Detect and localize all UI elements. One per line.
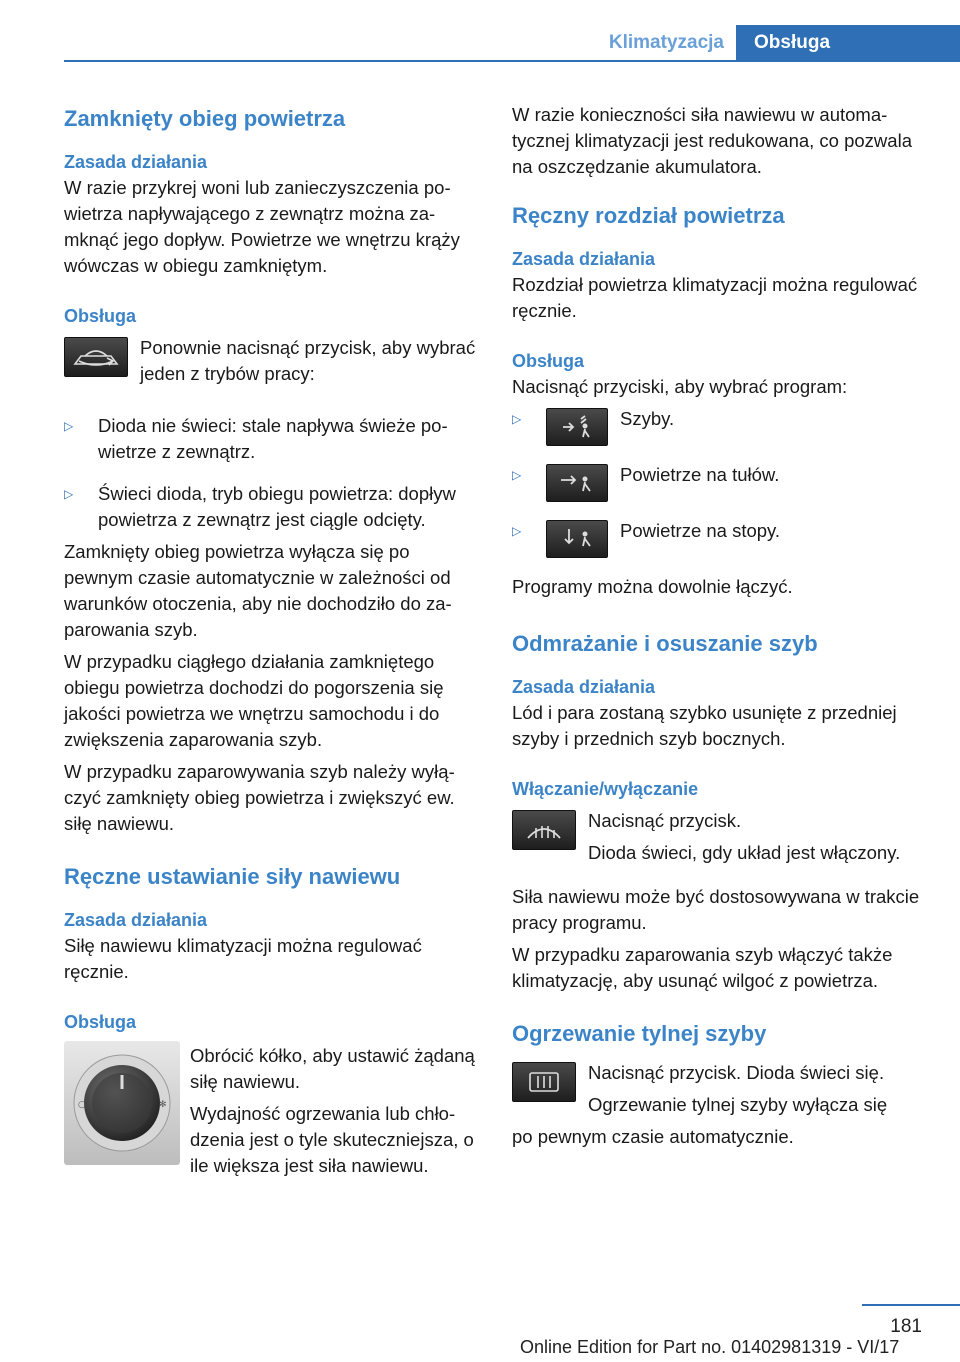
- triangle-bullet-icon: ▷: [64, 487, 74, 501]
- subheading-principle: Zasada działania: [64, 152, 208, 172]
- right-column: [512, 102, 928, 1156]
- list-item-text: Powietrze na tułów.: [620, 464, 780, 485]
- rear-window-instruction: [512, 1060, 928, 1124]
- paragraph: Lód i para zostaną szybko usunięte z przedniej szyby i przednich szyb bocznych.: [512, 702, 897, 749]
- triangle-bullet-icon: ▷: [512, 412, 522, 426]
- section-title-rear-window-heating: Ogrzewanie tylnej szyby: [512, 1021, 767, 1046]
- subheading-operation: Obsługa: [64, 306, 137, 326]
- subheading-on-off: Włączanie/wyłączanie: [512, 779, 699, 799]
- defrost-instruction: [512, 808, 928, 872]
- footer-rule: [862, 1304, 960, 1306]
- list-item-text: Szyby.: [620, 408, 675, 429]
- list-item-text: Powietrze na stopy.: [620, 520, 781, 541]
- list-item: [64, 413, 480, 465]
- triangle-bullet-icon: ▷: [512, 468, 522, 482]
- fan-knob-instruction: [64, 1041, 480, 1185]
- triangle-bullet-icon: ▷: [64, 419, 74, 433]
- instruction-text: Dioda świeci, gdy układ jest włączony.: [588, 842, 901, 863]
- instruction-text: Ponownie nacisnąć przycisk, aby wybrać jeden z trybów pracy:: [140, 337, 476, 384]
- defrost-icon: [512, 810, 576, 850]
- list-item-text: Dioda nie świeci: stale napływa świeże powietrze z zewnątrz.: [98, 415, 448, 462]
- left-column: [64, 95, 480, 1191]
- instruction-text: Wydajność ogrzewania lub chłodzenia jest o tyle skuteczniejsza, o ile większa jest siła nawiewu.: [190, 1103, 474, 1176]
- list-item: [512, 462, 928, 512]
- footwell-airflow-icon: [546, 520, 608, 558]
- subheading-principle: Zasada działania: [512, 677, 656, 697]
- header-tab-title: Obsługa: [736, 25, 960, 61]
- paragraph: Siła nawiewu może być dostosowywana w trakcie pracy programu.: [512, 886, 920, 933]
- list-item: [64, 481, 480, 533]
- svg-text:✻: ✻: [159, 1100, 167, 1110]
- header-section-title: Klimatyzacja: [608, 32, 724, 53]
- recirculation-instruction: [64, 335, 480, 393]
- subheading-operation: Obsługa: [64, 1012, 137, 1032]
- section-title-fan-speed: Ręczne ustawianie siły nawiewu: [64, 864, 401, 889]
- instruction-text: Ogrzewanie tylnej szyby wyłącza się: [588, 1094, 888, 1115]
- section-title-defrost: Odmrażanie i osuszanie szyb: [512, 631, 818, 656]
- edition-note: Online Edition for Part no. 01402981319 - VI/17: [520, 1337, 900, 1357]
- fan-knob-icon: [64, 1041, 180, 1165]
- svg-text:○: ○: [78, 1100, 86, 1110]
- rear-window-heating-icon: [512, 1062, 576, 1102]
- list-item-text: Świeci dioda, tryb obiegu powietrza: dopływ powietrza z zewnątrz jest ciągle odcięty.: [98, 483, 456, 530]
- recirculation-icon: [64, 337, 128, 377]
- paragraph: Programy można dowolnie łączyć.: [512, 576, 793, 597]
- paragraph: W przypadku ciągłego działania zamkniętego obiegu powietrza dochodzi do pogorszenia się jakości powietrza we wnętrzu samochodu i do zwiększenia zaparowania szyb.: [64, 651, 444, 750]
- upper-body-airflow-icon: [546, 464, 608, 502]
- header-rule: [64, 60, 960, 62]
- instruction-text: Nacisnąć przycisk.: [588, 810, 742, 831]
- paragraph: Nacisnąć przyciski, aby wybrać program:: [512, 376, 848, 397]
- triangle-bullet-icon: ▷: [512, 524, 522, 538]
- subheading-principle: Zasada działania: [512, 249, 656, 269]
- instruction-text: Obrócić kółko, aby ustawić żądaną siłę nawiewu.: [190, 1045, 475, 1092]
- paragraph: Siłę nawiewu klimatyzacji można regulować ręcznie.: [64, 935, 422, 982]
- paragraph: po pewnym czasie automatycznie.: [512, 1126, 794, 1147]
- instruction-text: Nacisnąć przycisk. Dioda świeci się.: [588, 1062, 885, 1083]
- paragraph: W przypadku zaparowywania szyb należy wyłączyć zamknięty obieg powietrza i zwiększyć ew. siłę nawiewu.: [64, 761, 455, 834]
- section-title-recirculation: Zamknięty obieg powietrza: [64, 106, 346, 131]
- paragraph: Zamknięty obieg powietrza wyłącza się po pewnym czasie automatycznie w zależności od warunków otoczenia, aby nie dochodziło do zaparowania szyb.: [64, 541, 452, 640]
- section-title-air-distribution: Ręczny rozdział powietrza: [512, 203, 785, 228]
- windshield-airflow-icon: [546, 408, 608, 446]
- subheading-principle: Zasada działania: [64, 910, 208, 930]
- page-number: 181: [890, 1316, 922, 1337]
- list-item: [512, 406, 928, 456]
- paragraph: Rozdział powietrza klimatyzacji można regulować ręcznie.: [512, 274, 918, 321]
- paragraph: W razie konieczności siła nawiewu w automatycznej klimatyzacji jest redukowana, co pozwala na oszczędzanie akumulatora.: [512, 104, 912, 177]
- list-item: [512, 518, 928, 568]
- paragraph: W razie przykrej woni lub zanieczyszczenia powietrza napływającego z zewnątrz można zamknąć jego dopływ. Powietrze we wnętrzu krąży wówczas w obiegu zamkniętym.: [64, 177, 460, 276]
- subheading-operation: Obsługa: [512, 351, 585, 371]
- paragraph: W przypadku zaparowania szyb włączyć także klimatyzację, aby usunąć wilgoć z powietrza.: [512, 944, 893, 991]
